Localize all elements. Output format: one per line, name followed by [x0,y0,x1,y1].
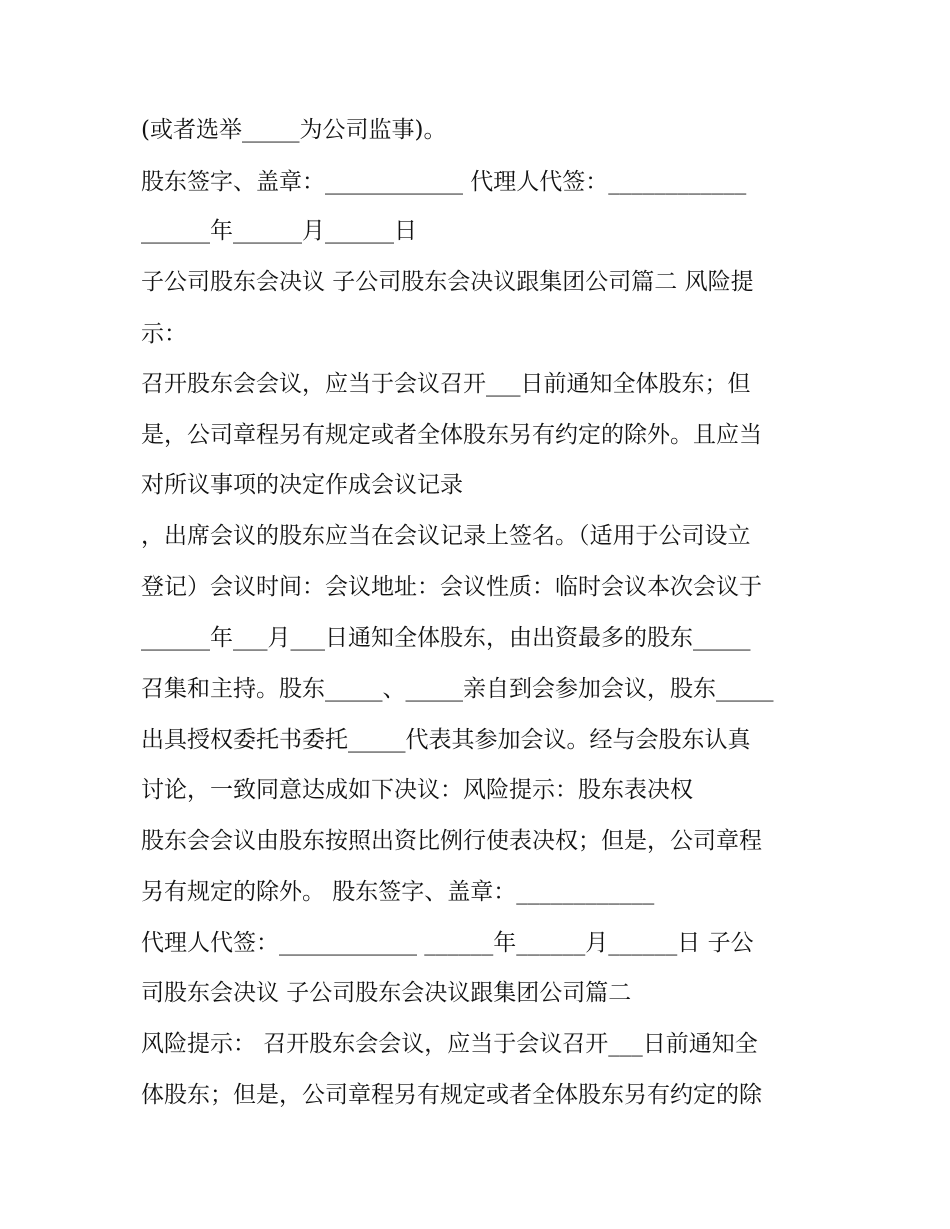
text-line: 对所议事项的决定作成会议记录 [141,472,463,498]
text-line: 代理人代签：____________ ______年______月______日 子公 [141,930,754,956]
text-line: 子公司股东会决议 子公司股东会决议跟集团公司篇二 风险提 [141,269,754,295]
text-line: 出具授权委托书委托_____代表其参加会议。经与会股东认真 [141,727,751,753]
text-line: 司股东会决议 子公司股东会决议跟集团公司篇二 [141,980,632,1006]
text-line: 召集和主持。股东_____、_____亲自到会参加会议，股东_____ [141,676,774,702]
text-line: 登记）会议时间：会议地址：会议性质：临时会议本次会议于 [141,574,762,600]
text-line: 风险提示： 召开股东会会议，应当于会议召开___日前通知全 [141,1031,758,1057]
text-line: ______年______月______日 [141,218,417,244]
text-line: ______年___月___日通知全体股东，由出资最多的股东_____ [141,625,751,651]
text-line: ，出席会议的股东应当在会议记录上签名。（适用于公司设立 [141,523,751,549]
text-line: 示： [141,321,187,347]
text-line: (或者选举_____为公司监事)。 [141,117,447,143]
text-line: 体股东；但是，公司章程另有规定或者全体股东另有约定的除 [141,1082,762,1108]
text-line: 讨论，一致同意达成如下决议：风险提示：股东表决权 [141,777,693,803]
text-line: 股东签字、盖章：____________ 代理人代签：____________ [141,169,747,195]
text-line: 是，公司章程另有规定或者全体股东另有约定的除外。且应当 [141,422,762,448]
text-line: 召开股东会会议，应当于会议召开___日前通知全体股东；但 [141,371,751,397]
text-line: 另有规定的除外。 股东签字、盖章：____________ [141,879,655,905]
text-line: 股东会会议由股东按照出资比例行使表决权；但是，公司章程 [141,828,762,854]
